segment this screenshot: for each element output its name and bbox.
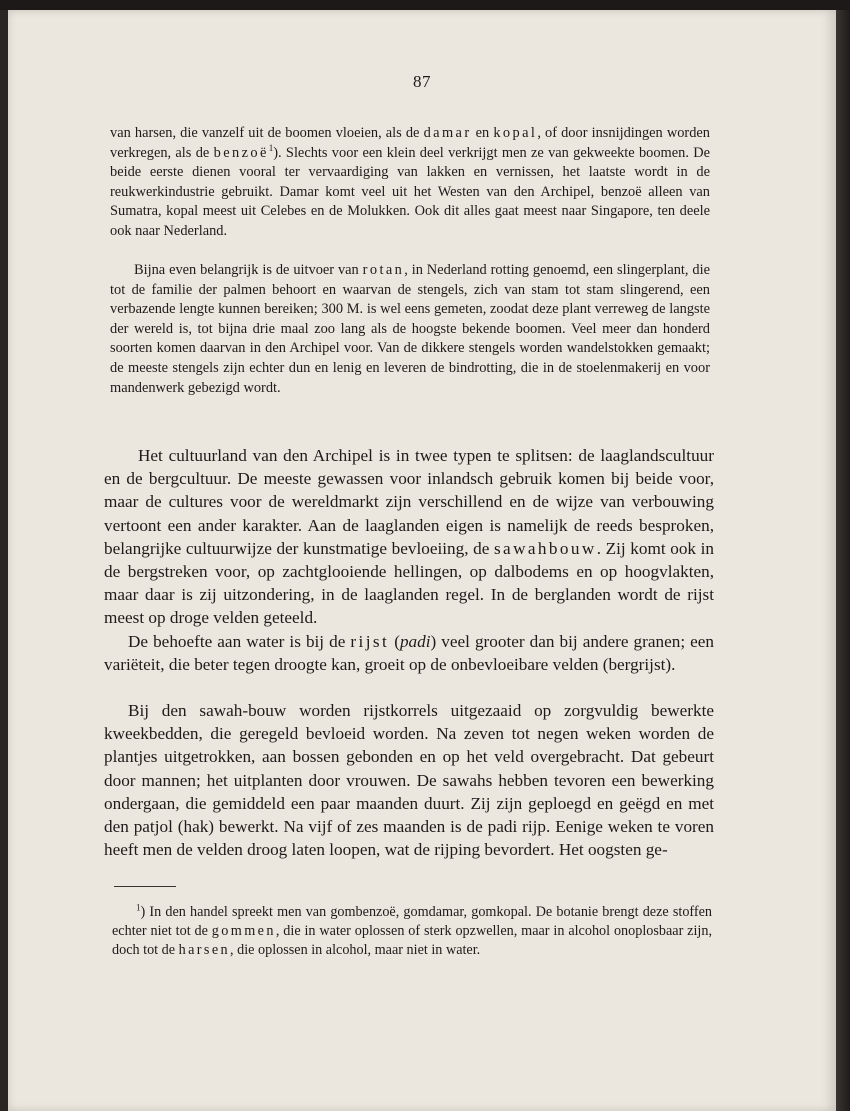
spaced-term-kopal: kopal [493,125,538,141]
text-run: De behoefte aan water is bij de [128,632,351,651]
text-run: . Zij komt ook in de bergstreken voor, op zachtglooiende hellingen, op dalbodems en op hoogvlakten, maar daar is zij uitzondering, in de laaglanden regel. In de berglanden wordt de rijst meest op droge velden geteeld. [104,538,714,628]
text-run: en [471,125,494,141]
text-run: van harsen, die vanzelf uit de boomen vloeien, als de [110,125,424,141]
footnote-marker: 1 [136,902,141,913]
spaced-term-harsen: harsen [178,942,231,959]
text-run: , die in water oplossen of sterk opzwellen, maar in alcohol onoplosbaar zijn, doch tot de [112,923,712,959]
spaced-term-sawahbouw: sawahbouw [493,538,597,558]
spaced-term-gommen: gommen [211,923,276,940]
text-run: ( [389,632,400,651]
text-run: In den handel spreekt men van gombenzoë, gomdamar, gomkopal. De botanie brengt deze stoffen echter niet tot de [112,904,712,940]
paragraph-sawah-bouw [104,699,714,861]
text-run: Bij den sawah-bouw worden rijstkorrels uitgezaaid op zorgvuldig bewerkte kweekbedden, die geregeld bevloeid worden. Na zeven tot negen weken worden de plantjes uitgetrokken, aan bossen gebonden en op het veld overgebracht. Dat gebeurt door mannen; het uitplanten door vrouwen. De sawahs hebben tevoren een bewerking ondergaan, die gemiddeld een paar maanden duurt. Zij zijn geploegd en geëgd en met den patjol (hak) bewerkt. Na vijf of zes maanden is de padi rijp. Eenige weken te voren heeft men de velden droog laten loopen, wat de rijping bevordert. Het oogsten ge- [104,701,714,860]
book-page [8,10,836,1111]
page-number: 87 [413,72,431,91]
footnote [112,903,712,961]
footnote-reference: 1 [268,142,274,153]
text-run: , die oplossen in alcohol, maar niet in water. [230,942,481,959]
spaced-term-benzoe: benzoë [213,144,269,161]
spaced-term-damar: damar [423,125,472,141]
footnote-divider [114,886,176,887]
text-run: , in Nederland rotting genoemd, een slingerplant, die tot de familie der palmen behoort en waarvan de stengels, zich van stam tot stam slingerend, een verbazende lengte kunnen bereiken; 300 M. is wel eens gemeten, zoodat deze plant verreweg de langste der wereld is, tot bijna drie maal zoo lang als de hoogste bekende boomen. Veel meer dan honderd soorten komen daarvan in den Archipel voor. Van de dikkere stengels worden wandelstokken gemaakt; de meeste stengels zijn echter dun en lenig en leveren de bindrotting, die in de stoelenmakerij en voor mandenwerk gebezigd wordt. [110,262,711,396]
spaced-term-rijst: rijst [350,632,390,651]
text-run: ) veel grooter dan bij andere granen; een variëteit, die beter tegen droogte kan, groeit op de onbevloeibare velden (bergrijst). [104,632,714,675]
text-run: Bijna even belangrijk is de uitvoer van [134,262,363,278]
text-run: , of door insnijdingen worden verkregen, als de [110,125,710,161]
footnote-marker-paren: ) [140,904,146,920]
spaced-term-rotan: rotan [362,262,405,278]
paragraph-cultuurland [104,444,714,630]
paragraph-rotan [110,261,710,398]
scan-border-right [836,10,850,1111]
paragraph-rijst [104,630,714,676]
text-run: Het cultuurland van den Archipel is in twee typen te splitsen: de laaglandscultuur en de bergcultuur. De meeste gewassen voor inlandsch gebruik komen bij beide voor, maar de cultures voor de wereldmarkt zijn verschillend en de wijze van verbouwing vertoont een ander karakter. Aan de laaglanden eigen is namelijk de reeds besproken, belangrijke cultuurwijze der kunstmatige bevloeiing, de [104,446,714,558]
italic-term-padi: padi [399,632,431,651]
scan-border-top [0,0,850,10]
paragraph-resins [110,124,710,242]
text-run: ). Slechts voor een klein deel verkrijgt men ze van gekweekte boomen. De beide eerste dienen vooral ter vervaardiging van lakken en vernissen, het laatste wordt in de reukwerkindustrie gebruikt. Damar komt veel uit het Westen van den Archipel, benzoë alleen van Sumatra, kopal meest uit Celebes en de Molukken. Ook dit alles gaat meest naar Singapore, ten deele ook naar Nederland. [110,144,710,239]
